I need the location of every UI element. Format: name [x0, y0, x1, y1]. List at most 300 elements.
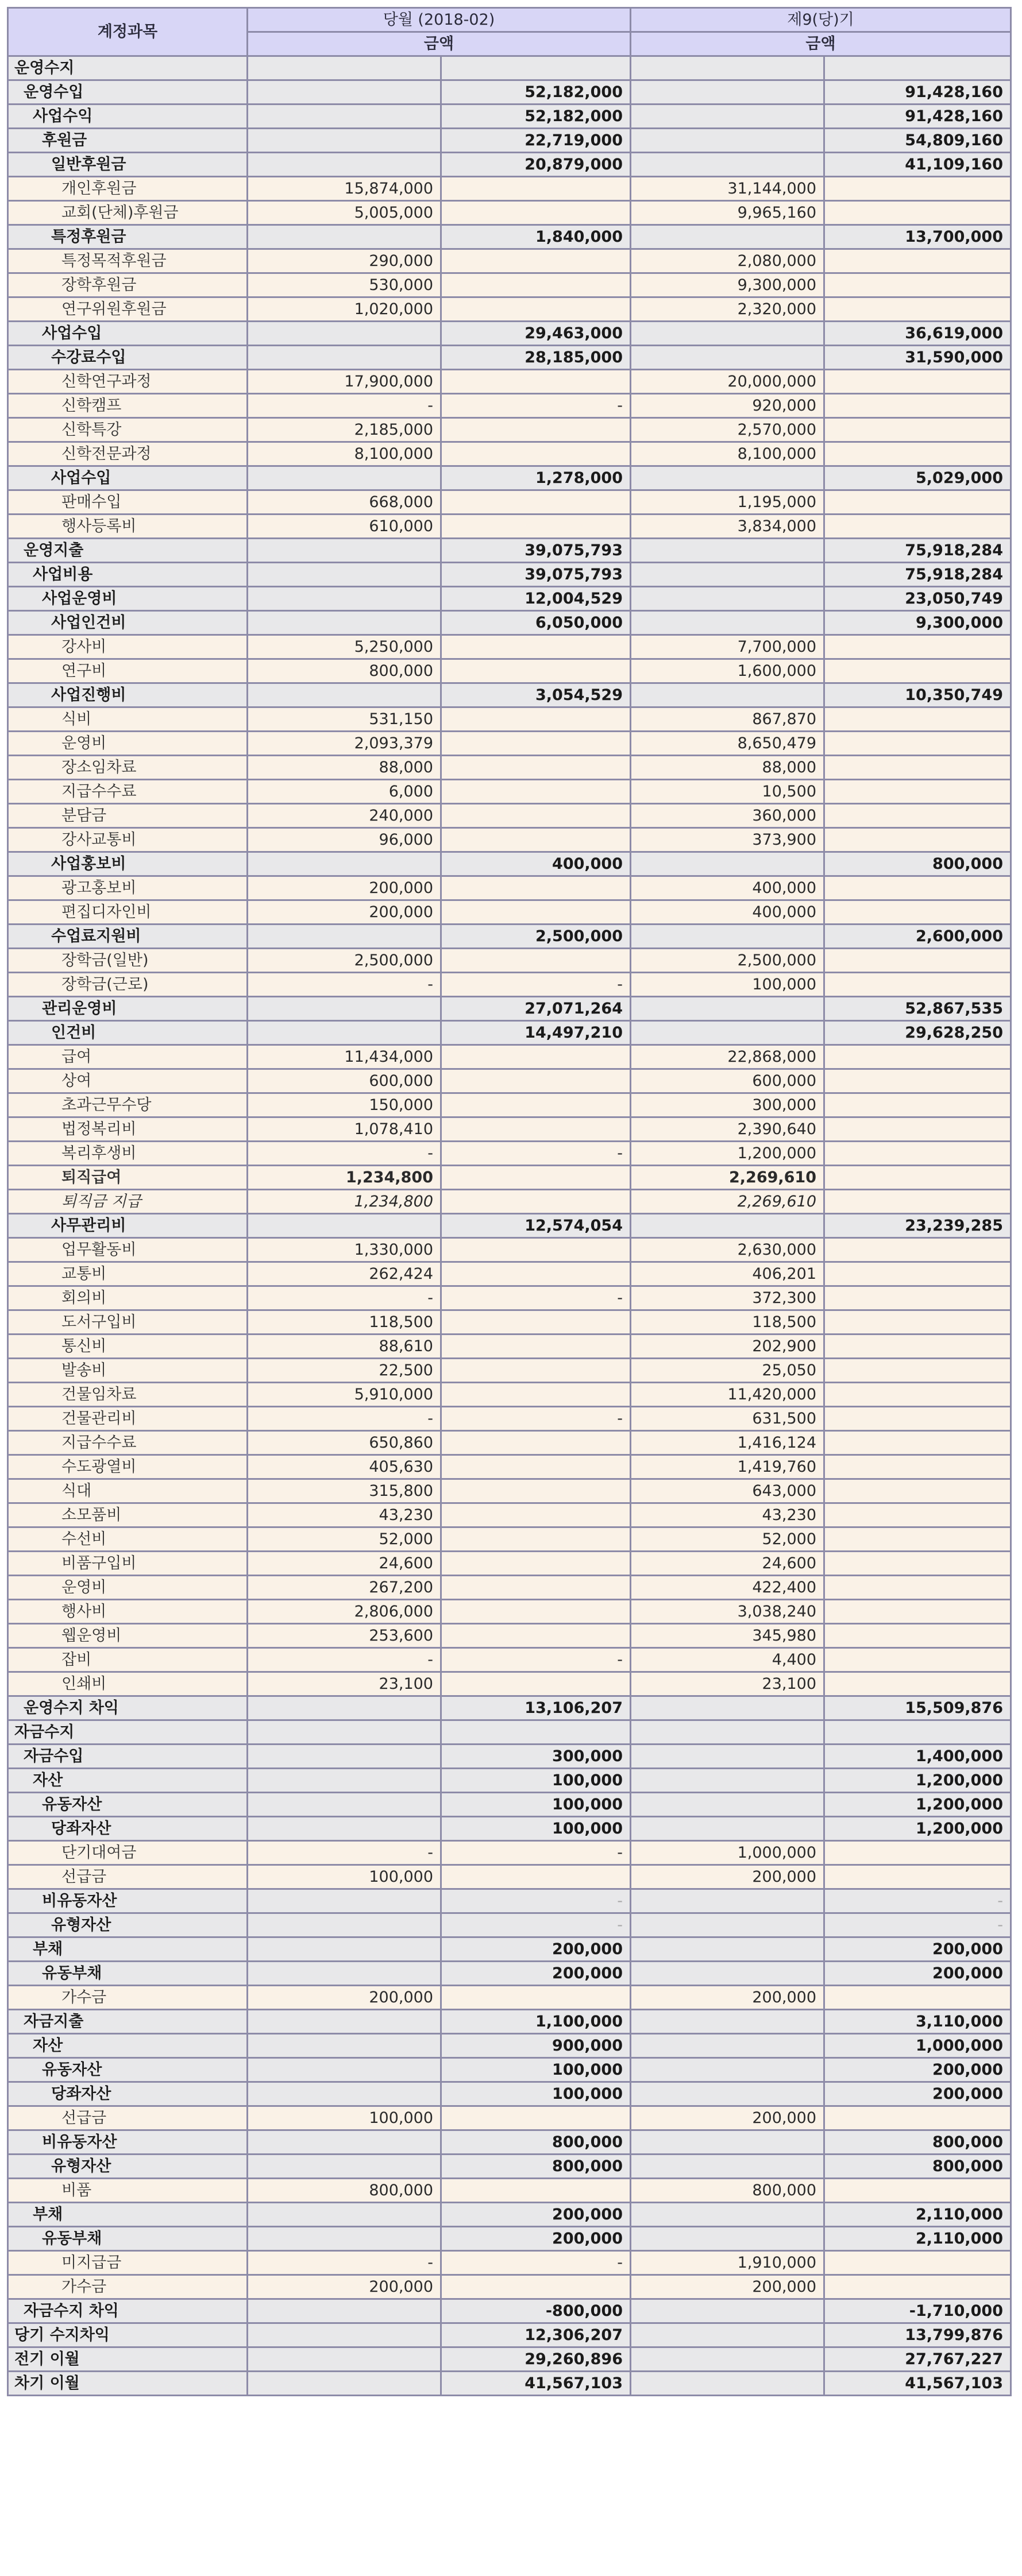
line-item-row: [8, 1262, 1011, 1286]
account-name-cell: 식대: [8, 1479, 248, 1503]
account-name-cell: 신학특강: [8, 418, 248, 442]
cumulative-detail-amount-cell: 11,420,000: [631, 1383, 824, 1407]
cumulative-detail-amount-cell: [631, 346, 824, 370]
cumulative-detail-amount-cell: 8,650,479: [631, 732, 824, 756]
current-detail-amount-cell: 118,500: [248, 1310, 441, 1335]
line-item-row: [8, 1455, 1011, 1479]
current-total-amount-cell: 14,497,210: [441, 1021, 631, 1045]
cumulative-detail-amount-cell: 7,700,000: [631, 635, 824, 659]
cumulative-detail-amount-cell: 1,910,000: [631, 2251, 824, 2275]
cumulative-total-amount-cell: [824, 804, 1011, 828]
line-item-row: [8, 297, 1011, 322]
line-item-row: [8, 876, 1011, 900]
cumulative-detail-amount-cell: [631, 1720, 824, 1745]
current-total-amount-cell: 1,100,000: [441, 2010, 631, 2034]
current-detail-amount-cell: -: [248, 394, 441, 418]
current-total-amount-cell: [441, 828, 631, 852]
current-detail-amount-cell: 610,000: [248, 515, 441, 539]
current-detail-amount-cell: -: [248, 2251, 441, 2275]
cumulative-detail-amount-cell: 345,980: [631, 1624, 824, 1648]
line-item-row: [8, 1286, 1011, 1310]
cumulative-detail-amount-cell: 118,500: [631, 1310, 824, 1335]
account-name-cell: 특정후원금: [8, 225, 248, 249]
line-item-row: [8, 1865, 1011, 1889]
current-total-amount-cell: [441, 1479, 631, 1503]
cumulative-total-amount-cell: 54,809,160: [824, 129, 1011, 153]
cumulative-detail-amount-cell: 200,000: [631, 1865, 824, 1889]
current-total-amount-cell: [441, 876, 631, 900]
cumulative-total-amount-cell: [824, 1600, 1011, 1624]
line-item-row: [8, 1117, 1011, 1142]
cumulative-total-amount-cell: 27,767,227: [824, 2347, 1011, 2372]
account-name-cell: 행사등록비: [8, 515, 248, 539]
account-name-cell: 비유동자산: [8, 1889, 248, 1913]
line-item-row: [8, 900, 1011, 925]
line-item-row: [8, 1335, 1011, 1359]
subtotal-row: [8, 852, 1011, 876]
cumulative-detail-amount-cell: 52,000: [631, 1527, 824, 1552]
account-name-cell: 자금수입: [8, 1745, 248, 1769]
account-name-cell: 판매수입: [8, 490, 248, 515]
cumulative-detail-amount-cell: [631, 1913, 824, 1937]
cumulative-detail-amount-cell: [631, 466, 824, 490]
current-detail-amount-cell: [248, 2010, 441, 2034]
subtotal-row: [8, 997, 1011, 1021]
cumulative-total-amount-cell: [824, 1142, 1011, 1166]
account-name-cell: 단기대여금: [8, 1841, 248, 1865]
account-name-cell: 사업수입: [8, 322, 248, 346]
line-item-row: [8, 2179, 1011, 2203]
current-detail-amount-cell: 240,000: [248, 804, 441, 828]
cumulative-total-amount-cell: 41,109,160: [824, 153, 1011, 177]
cumulative-detail-amount-cell: 373,900: [631, 828, 824, 852]
subtotal-row: [8, 683, 1011, 707]
cumulative-amount-header: 금액: [631, 32, 1011, 56]
current-detail-amount-cell: [248, 80, 441, 105]
cumulative-detail-amount-cell: 2,320,000: [631, 297, 824, 322]
current-total-amount-cell: [441, 1359, 631, 1383]
cumulative-total-amount-cell: 52,867,535: [824, 997, 1011, 1021]
current-total-amount-cell: 400,000: [441, 852, 631, 876]
current-total-amount-cell: 100,000: [441, 1769, 631, 1793]
current-total-amount-cell: 22,719,000: [441, 129, 631, 153]
current-detail-amount-cell: [248, 346, 441, 370]
current-detail-amount-cell: [248, 1720, 441, 1745]
current-detail-amount-cell: 200,000: [248, 876, 441, 900]
current-detail-amount-cell: 24,600: [248, 1552, 441, 1576]
account-name-cell: 수업료지원비: [8, 925, 248, 949]
cumulative-total-amount-cell: [824, 177, 1011, 201]
cumulative-detail-amount-cell: 10,500: [631, 780, 824, 804]
cumulative-detail-amount-cell: 400,000: [631, 900, 824, 925]
current-detail-amount-cell: [248, 466, 441, 490]
current-total-amount-cell: 27,071,264: [441, 997, 631, 1021]
current-detail-amount-cell: [248, 56, 441, 80]
current-total-amount-cell: 28,185,000: [441, 346, 631, 370]
cumulative-total-amount-cell: [824, 707, 1011, 732]
account-name-cell: 지급수수료: [8, 1431, 248, 1455]
line-item-row: [8, 707, 1011, 732]
cumulative-total-amount-cell: [824, 370, 1011, 394]
current-total-amount-cell: [441, 1166, 631, 1190]
cumulative-detail-amount-cell: [631, 2323, 824, 2347]
subtotal-row: [8, 1913, 1011, 1937]
current-detail-amount-cell: [248, 2372, 441, 2396]
cumulative-detail-amount-cell: [631, 1962, 824, 1986]
cumulative-total-amount-cell: 91,428,160: [824, 80, 1011, 105]
subtotal-row: [8, 322, 1011, 346]
account-name-cell: 도서구입비: [8, 1310, 248, 1335]
cumulative-total-amount-cell: 1,400,000: [824, 1745, 1011, 1769]
cumulative-total-amount-cell: [824, 1648, 1011, 1672]
account-name-cell: 자금수지: [8, 1720, 248, 1745]
account-name-cell: 건물임차료: [8, 1383, 248, 1407]
current-total-amount-cell: -: [441, 1407, 631, 1431]
line-item-row: [8, 1142, 1011, 1166]
line-item-row: [8, 1190, 1011, 1214]
cumulative-total-amount-cell: [824, 2251, 1011, 2275]
account-name-cell: 장소임차료: [8, 756, 248, 780]
cumulative-detail-amount-cell: [631, 1696, 824, 1720]
subtotal-row: [8, 1937, 1011, 1962]
cumulative-total-amount-cell: [824, 2275, 1011, 2299]
cumulative-total-amount-cell: 23,050,749: [824, 587, 1011, 611]
line-item-row: [8, 780, 1011, 804]
current-total-amount-cell: [441, 1335, 631, 1359]
current-total-amount-cell: [441, 2106, 631, 2130]
cumulative-detail-amount-cell: 200,000: [631, 2106, 824, 2130]
current-total-amount-cell: 39,075,793: [441, 539, 631, 563]
current-detail-amount-cell: 2,093,379: [248, 732, 441, 756]
line-item-row: [8, 1624, 1011, 1648]
account-name-cell: 개인후원금: [8, 177, 248, 201]
cumulative-total-amount-cell: [824, 1383, 1011, 1407]
subtotal-row: [8, 563, 1011, 587]
current-total-amount-cell: 2,500,000: [441, 925, 631, 949]
account-name-cell: 강사교통비: [8, 828, 248, 852]
cumulative-detail-amount-cell: 360,000: [631, 804, 824, 828]
subtotal-row: [8, 587, 1011, 611]
line-item-row: [8, 1431, 1011, 1455]
cumulative-detail-amount-cell: [631, 611, 824, 635]
line-item-row: [8, 1166, 1011, 1190]
current-total-amount-cell: 300,000: [441, 1745, 631, 1769]
cumulative-total-amount-cell: [824, 297, 1011, 322]
cumulative-detail-amount-cell: [631, 539, 824, 563]
current-total-amount-cell: [441, 177, 631, 201]
cumulative-detail-amount-cell: 22,868,000: [631, 1045, 824, 1069]
subtotal-row: [8, 2010, 1011, 2034]
current-detail-amount-cell: [248, 1696, 441, 1720]
cumulative-detail-amount-cell: 25,050: [631, 1359, 824, 1383]
cumulative-detail-amount-cell: 1,195,000: [631, 490, 824, 515]
account-name-cell: 사업수입: [8, 466, 248, 490]
account-name-cell: 미지급금: [8, 2251, 248, 2275]
account-name-cell: 부채: [8, 1937, 248, 1962]
cumulative-detail-amount-cell: [631, 2227, 824, 2251]
cumulative-total-amount-cell: [824, 56, 1011, 80]
account-name-cell: 비유동자산: [8, 2130, 248, 2155]
cumulative-total-amount-cell: [824, 1865, 1011, 1889]
current-detail-amount-cell: 1,234,800: [248, 1190, 441, 1214]
current-detail-amount-cell: -: [248, 1841, 441, 1865]
current-detail-amount-cell: 405,630: [248, 1455, 441, 1479]
line-item-row: [8, 828, 1011, 852]
cumulative-detail-amount-cell: [631, 1889, 824, 1913]
cumulative-detail-amount-cell: [631, 129, 824, 153]
cumulative-detail-amount-cell: [631, 2082, 824, 2106]
current-total-amount-cell: [441, 1527, 631, 1552]
current-detail-amount-cell: [248, 105, 441, 129]
current-total-amount-cell: 20,879,000: [441, 153, 631, 177]
cumulative-detail-amount-cell: 600,000: [631, 1069, 824, 1093]
account-name-cell: 운영비: [8, 732, 248, 756]
current-total-amount-cell: 3,054,529: [441, 683, 631, 707]
current-total-amount-cell: [441, 659, 631, 683]
subtotal-row: [8, 2299, 1011, 2323]
current-total-amount-cell: -: [441, 1142, 631, 1166]
current-detail-amount-cell: [248, 2058, 441, 2082]
current-detail-amount-cell: 100,000: [248, 2106, 441, 2130]
cumulative-total-amount-cell: 1,200,000: [824, 1817, 1011, 1841]
current-total-amount-cell: [441, 418, 631, 442]
cumulative-detail-amount-cell: [631, 80, 824, 105]
current-total-amount-cell: 12,306,207: [441, 2323, 631, 2347]
current-detail-amount-cell: 315,800: [248, 1479, 441, 1503]
cumulative-total-amount-cell: 91,428,160: [824, 105, 1011, 129]
current-total-amount-cell: 800,000: [441, 2130, 631, 2155]
current-detail-amount-cell: 1,078,410: [248, 1117, 441, 1142]
cumulative-period-header: 제9(당)기: [631, 8, 1011, 32]
cumulative-total-amount-cell: 1,200,000: [824, 1769, 1011, 1793]
current-detail-amount-cell: [248, 322, 441, 346]
account-name-cell: 선급금: [8, 2106, 248, 2130]
cumulative-total-amount-cell: 200,000: [824, 2082, 1011, 2106]
current-total-amount-cell: [441, 1503, 631, 1527]
cumulative-total-amount-cell: 200,000: [824, 1962, 1011, 1986]
cumulative-detail-amount-cell: [631, 105, 824, 129]
line-item-row: [8, 1407, 1011, 1431]
current-detail-amount-cell: [248, 1913, 441, 1937]
account-name-cell: 유동부채: [8, 1962, 248, 1986]
cumulative-total-amount-cell: [824, 418, 1011, 442]
account-name-cell: 신학연구과정: [8, 370, 248, 394]
current-detail-amount-cell: [248, 683, 441, 707]
subtotal-row: [8, 1793, 1011, 1817]
cumulative-detail-amount-cell: [631, 225, 824, 249]
line-item-row: [8, 2251, 1011, 2275]
cumulative-detail-amount-cell: [631, 2299, 824, 2323]
ledger-table: [7, 7, 1012, 2396]
cumulative-total-amount-cell: [824, 756, 1011, 780]
account-name-cell: 행사비: [8, 1600, 248, 1624]
cumulative-total-amount-cell: [824, 1479, 1011, 1503]
current-detail-amount-cell: [248, 2203, 441, 2227]
current-detail-amount-cell: 1,020,000: [248, 297, 441, 322]
account-name-cell: 사업인건비: [8, 611, 248, 635]
current-total-amount-cell: [441, 515, 631, 539]
subtotal-row: [8, 1696, 1011, 1720]
current-total-amount-cell: [441, 1310, 631, 1335]
current-detail-amount-cell: [248, 2227, 441, 2251]
account-name-cell: 교통비: [8, 1262, 248, 1286]
current-detail-amount-cell: [248, 1817, 441, 1841]
cumulative-total-amount-cell: [824, 394, 1011, 418]
subtotal-row: [8, 129, 1011, 153]
cumulative-detail-amount-cell: [631, 683, 824, 707]
current-total-amount-cell: [441, 949, 631, 973]
line-item-row: [8, 370, 1011, 394]
current-total-amount-cell: 100,000: [441, 1793, 631, 1817]
cumulative-detail-amount-cell: 3,038,240: [631, 1600, 824, 1624]
cumulative-total-amount-cell: [824, 1576, 1011, 1600]
account-name-cell: 발송비: [8, 1359, 248, 1383]
cumulative-total-amount-cell: [824, 1310, 1011, 1335]
account-name-cell: 편집디자인비: [8, 900, 248, 925]
cumulative-detail-amount-cell: [631, 2203, 824, 2227]
cumulative-total-amount-cell: [824, 1720, 1011, 1745]
current-detail-amount-cell: -: [248, 1142, 441, 1166]
account-name-cell: 운영수지: [8, 56, 248, 80]
account-name-cell: 유동부채: [8, 2227, 248, 2251]
account-name-cell: 소모품비: [8, 1503, 248, 1527]
line-item-row: [8, 1238, 1011, 1262]
cumulative-total-amount-cell: 200,000: [824, 2058, 1011, 2082]
current-total-amount-cell: 200,000: [441, 1962, 631, 1986]
current-detail-amount-cell: 253,600: [248, 1624, 441, 1648]
current-detail-amount-cell: 17,900,000: [248, 370, 441, 394]
current-detail-amount-cell: 43,230: [248, 1503, 441, 1527]
cumulative-total-amount-cell: [824, 1841, 1011, 1865]
cumulative-detail-amount-cell: [631, 997, 824, 1021]
account-name-cell: 장학후원금: [8, 273, 248, 297]
current-detail-amount-cell: 6,000: [248, 780, 441, 804]
current-detail-amount-cell: 11,434,000: [248, 1045, 441, 1069]
current-detail-amount-cell: [248, 2155, 441, 2179]
current-total-amount-cell: -: [441, 1841, 631, 1865]
account-column-header: 계정과목: [8, 8, 248, 56]
cumulative-detail-amount-cell: 372,300: [631, 1286, 824, 1310]
cumulative-total-amount-cell: [824, 2106, 1011, 2130]
line-item-row: [8, 515, 1011, 539]
current-detail-amount-cell: 15,874,000: [248, 177, 441, 201]
current-total-amount-cell: 1,840,000: [441, 225, 631, 249]
current-total-amount-cell: [441, 1552, 631, 1576]
subtotal-row: [8, 1817, 1011, 1841]
account-name-cell: 당좌자산: [8, 1817, 248, 1841]
cumulative-detail-amount-cell: 43,230: [631, 1503, 824, 1527]
current-detail-amount-cell: [248, 1021, 441, 1045]
subtotal-row: [8, 56, 1011, 80]
cumulative-detail-amount-cell: 200,000: [631, 1986, 824, 2010]
current-detail-amount-cell: 650,860: [248, 1431, 441, 1455]
account-name-cell: 강사비: [8, 635, 248, 659]
cumulative-total-amount-cell: [824, 273, 1011, 297]
cumulative-total-amount-cell: [824, 780, 1011, 804]
cumulative-total-amount-cell: 800,000: [824, 2130, 1011, 2155]
cumulative-detail-amount-cell: 2,570,000: [631, 418, 824, 442]
cumulative-total-amount-cell: [824, 1190, 1011, 1214]
cumulative-total-amount-cell: [824, 1166, 1011, 1190]
line-item-row: [8, 659, 1011, 683]
current-detail-amount-cell: 96,000: [248, 828, 441, 852]
cumulative-total-amount-cell: [824, 732, 1011, 756]
current-total-amount-cell: [441, 1431, 631, 1455]
cumulative-detail-amount-cell: [631, 2010, 824, 2034]
account-name-cell: 업무활동비: [8, 1238, 248, 1262]
line-item-row: [8, 1986, 1011, 2010]
cumulative-detail-amount-cell: 24,600: [631, 1552, 824, 1576]
current-detail-amount-cell: [248, 1889, 441, 1913]
current-detail-amount-cell: 23,100: [248, 1672, 441, 1696]
subtotal-row: [8, 2372, 1011, 2396]
account-name-cell: 웹운영비: [8, 1624, 248, 1648]
subtotal-row: [8, 2034, 1011, 2058]
current-total-amount-cell: [441, 490, 631, 515]
current-detail-amount-cell: 600,000: [248, 1069, 441, 1093]
current-detail-amount-cell: 150,000: [248, 1093, 441, 1117]
line-item-row: [8, 732, 1011, 756]
cumulative-total-amount-cell: [824, 1407, 1011, 1431]
account-name-cell: 잡비: [8, 1648, 248, 1672]
account-name-cell: 특정목적후원금: [8, 249, 248, 273]
account-name-cell: 사업홍보비: [8, 852, 248, 876]
current-detail-amount-cell: 262,424: [248, 1262, 441, 1286]
current-detail-amount-cell: 2,500,000: [248, 949, 441, 973]
current-total-amount-cell: -: [441, 973, 631, 997]
current-total-amount-cell: 52,182,000: [441, 105, 631, 129]
account-name-cell: 가수금: [8, 1986, 248, 2010]
line-item-row: [8, 1479, 1011, 1503]
account-name-cell: 퇴직금 지급: [8, 1190, 248, 1214]
cumulative-detail-amount-cell: 9,965,160: [631, 201, 824, 225]
current-total-amount-cell: [441, 900, 631, 925]
current-detail-amount-cell: 2,185,000: [248, 418, 441, 442]
line-item-row: [8, 1527, 1011, 1552]
account-name-cell: 건물관리비: [8, 1407, 248, 1431]
subtotal-row: [8, 346, 1011, 370]
current-total-amount-cell: [441, 1624, 631, 1648]
current-detail-amount-cell: [248, 153, 441, 177]
subtotal-row: [8, 1214, 1011, 1238]
current-total-amount-cell: [441, 1383, 631, 1407]
cumulative-total-amount-cell: -1,710,000: [824, 2299, 1011, 2323]
current-total-amount-cell: -: [441, 2251, 631, 2275]
current-total-amount-cell: [441, 635, 631, 659]
current-total-amount-cell: 100,000: [441, 1817, 631, 1841]
current-detail-amount-cell: [248, 225, 441, 249]
cumulative-total-amount-cell: 3,110,000: [824, 2010, 1011, 2034]
current-total-amount-cell: [441, 1672, 631, 1696]
cumulative-detail-amount-cell: 8,100,000: [631, 442, 824, 466]
account-name-cell: 전기 이월: [8, 2347, 248, 2372]
current-detail-amount-cell: [248, 1793, 441, 1817]
current-total-amount-cell: [441, 1069, 631, 1093]
subtotal-row: [8, 2203, 1011, 2227]
subtotal-row: [8, 1962, 1011, 1986]
cumulative-detail-amount-cell: [631, 2372, 824, 2396]
account-name-cell: 자금지출: [8, 2010, 248, 2034]
subtotal-row: [8, 2058, 1011, 2082]
line-item-row: [8, 2275, 1011, 2299]
current-total-amount-cell: [441, 442, 631, 466]
cumulative-total-amount-cell: 1,000,000: [824, 2034, 1011, 2058]
current-total-amount-cell: [441, 780, 631, 804]
cumulative-detail-amount-cell: [631, 925, 824, 949]
account-name-cell: 유형자산: [8, 1913, 248, 1937]
current-detail-amount-cell: [248, 2034, 441, 2058]
account-name-cell: 통신비: [8, 1335, 248, 1359]
